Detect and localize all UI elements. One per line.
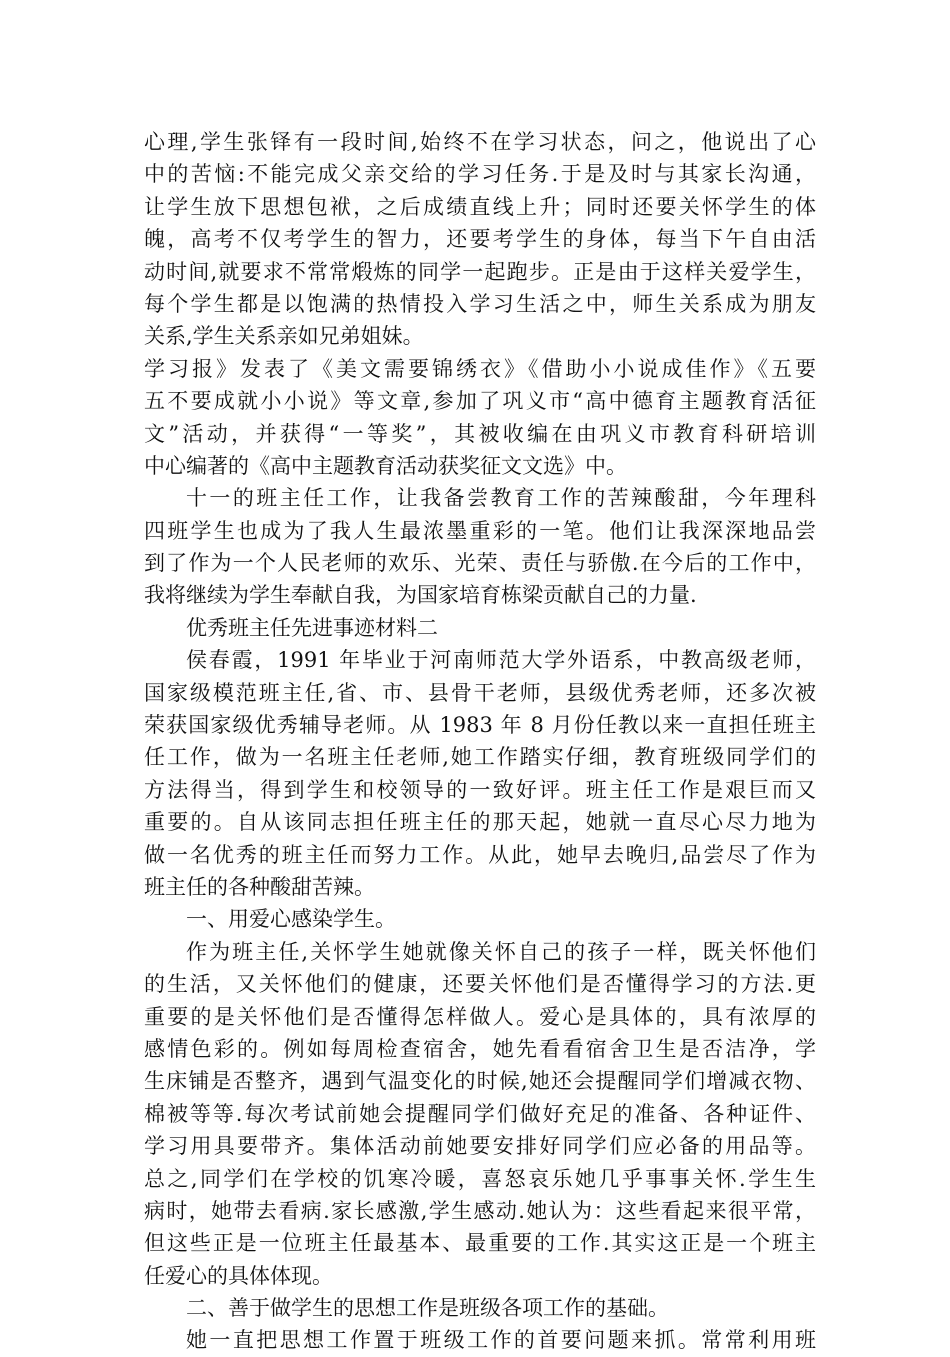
- text-line: 病时，她带去看病.家长感激,学生感动.她认为：这些看起来很平常，: [144, 1198, 816, 1223]
- text-line: 生床铺是否整齐，遇到气温变化的时候,她还会提醒同学们增减衣物、: [144, 1069, 816, 1094]
- text-line: 优秀班主任先进事迹材料二: [186, 615, 438, 640]
- text-line: 国家级模范班主任,省、市、县骨干老师，县级优秀老师，还多次被: [144, 680, 816, 705]
- text-line: 棉被等等.每次考试前她会提醒同学们做好充足的准备、各种证件、: [144, 1101, 816, 1126]
- text-line: 班主任的各种酸甜苦辣。: [144, 874, 375, 899]
- text-line: 但这些正是一位班主任最基本、最重要的工作.其实这正是一个班主: [144, 1231, 816, 1256]
- text-line: 侯春霞，1991 年毕业于河南师范大学外语系，中教高级老师，: [186, 648, 816, 673]
- text-line: 感情色彩的。例如每周检查宿舍，她先看看宿舍卫生是否洁净，学: [144, 1036, 816, 1061]
- text-line: 总之,同学们在学校的饥寒冷暖，喜怒哀乐她几乎事事关怀.学生生: [144, 1166, 816, 1191]
- text-line: 到了作为一个人民老师的欢乐、光荣、责任与骄傲.在今后的工作中，: [144, 551, 816, 576]
- text-line: 关系,学生关系亲如兄弟姐妹。: [144, 324, 424, 349]
- text-line: 任工作，做为一名班主任老师,她工作踏实仔细，教育班级同学们的: [144, 745, 816, 770]
- text-line: 学习用具要带齐。集体活动前她要安排好同学们应必备的用品等。: [144, 1134, 816, 1159]
- text-line: 重要的是关怀他们是否懂得怎样做人。爱心是具体的，具有浓厚的: [144, 1004, 816, 1029]
- text-line: 让学生放下思想包袱，之后成绩直线上升；同时还要关怀学生的体: [144, 194, 816, 219]
- text-line: 文”活动，并获得“一等奖”，其被收编在由巩义市教育科研培训: [144, 421, 816, 446]
- text-line: 每个学生都是以饱满的热情投入学习生活之中，师生关系成为朋友: [144, 291, 816, 316]
- text-line: 她一直把思想工作置于班级工作的首要问题来抓。常常利用班: [186, 1328, 816, 1353]
- text-line: 动时间,就要求不常常煅炼的同学一起跑步。正是由于这样关爱学生，: [144, 259, 816, 284]
- text-line: 的生活，又关怀他们的健康，还要关怀他们是否懂得学习的方法.更: [144, 972, 816, 997]
- text-line: 心理,学生张铎有一段时间,始终不在学习状态，问之，他说出了心: [144, 130, 816, 154]
- text-line: 学习报》发表了《美文需要锦绣衣》《借助小小说成佳作》《五要: [144, 356, 816, 381]
- text-line: 四班学生也成为了我人生最浓墨重彩的一笔。他们让我深深地品尝: [144, 518, 816, 543]
- text-line: 荣获国家级优秀辅导老师。从 1983 年 8 月份任教以来一直担任班主: [144, 713, 816, 738]
- text-line: 五不要成就小小说》等文章,参加了巩义市“高中德育主题教育活征: [144, 389, 816, 414]
- text-line: 任爱心的具体体现。: [144, 1263, 333, 1288]
- text-line: 中的苦恼:不能完成父亲交给的学习任务.于是及时与其家长沟通，: [144, 162, 816, 187]
- text-line: 中心编著的《高中主题教育活动获奖征文文选》中。: [144, 453, 627, 478]
- text-line: 重要的。自从该同志担任班主任的那天起，她就一直尽心尽力地为: [144, 810, 816, 835]
- body-text: [144, 126, 816, 1357]
- text-line: 方法得当，得到学生和校领导的一致好评。班主任工作是艰巨而又: [144, 777, 816, 802]
- text-line: 二、善于做学生的思想工作是班级各项工作的基础。: [186, 1296, 669, 1321]
- text-line: 一、用爱心感染学生。: [186, 907, 396, 932]
- text-line: 魄，高考不仅考学生的智力，还要考学生的身体，每当下午自由活: [144, 227, 816, 252]
- text-line: 我将继续为学生奉献自我，为国家培育栋梁贡献自己的力量.: [144, 583, 697, 608]
- text-line: 做一名优秀的班主任而努力工作。从此，她早去晚归,品尝尽了作为: [144, 842, 816, 867]
- text-line: 作为班主任,关怀学生她就像关怀自己的孩子一样，既关怀他们: [186, 939, 816, 964]
- text-line: 十一的班主任工作，让我备尝教育工作的苦辣酸甜，今年理科: [186, 486, 816, 511]
